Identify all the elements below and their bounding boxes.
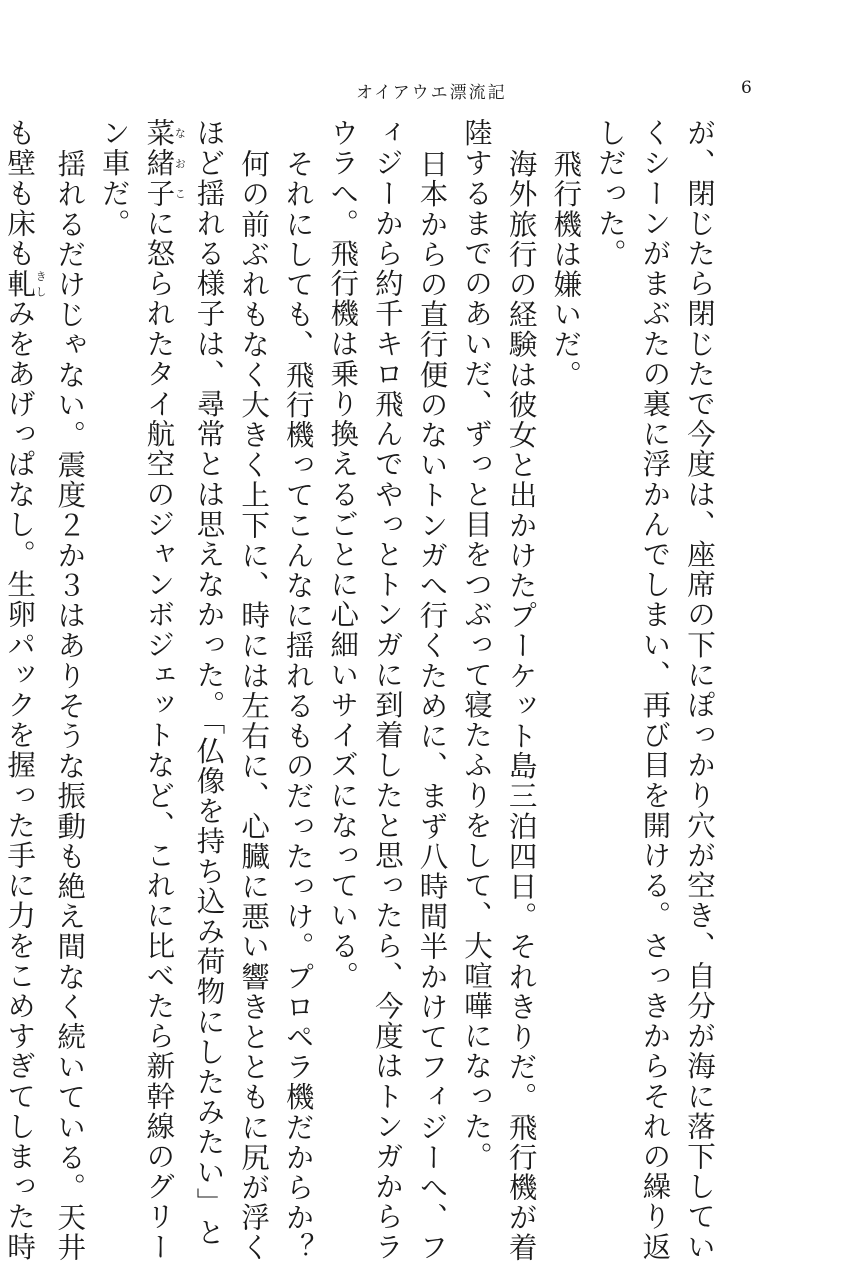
text-line: 揺れるだけじゃない。震度２か３はありそうな振動も絶え間なく続いている。天井 — [53, 149, 87, 1263]
text-line-with-ruby — [0, 118, 48, 1262]
running-title: オイアウエ漂流記 — [356, 83, 507, 103]
vertical-text-body — [0, 118, 721, 1263]
ruby-naoko — [142, 118, 187, 209]
text-line: ウラへ。飛行機は乗り換えるごとに心細いサイズになっている。 — [326, 118, 360, 991]
text-line: 飛行機は嫌いだ。 — [549, 149, 583, 390]
ruby-kishi — [3, 268, 48, 299]
text-line: しだった。 — [593, 118, 627, 269]
text-line: 何の前ぶれもなく大きく上下に、時には左右に、心臓に悪い響きとともに尻が浮く — [237, 149, 271, 1263]
text-line: ン車だ。 — [97, 118, 131, 239]
ruby-base: 菜緒子 — [142, 118, 176, 209]
text-line: 海外旅行の経験は彼女と出かけたプーケット島三泊四日。それきりだ。飛行機が着 — [504, 149, 538, 1263]
running-header — [0, 78, 841, 102]
text-segment: に怒られたタイ航空のジャンボジェットなど、これに比べたら新幹線のグリー — [142, 208, 176, 1262]
page-number: 6 — [741, 78, 752, 98]
text-segment: も壁も床も — [3, 118, 37, 269]
text-line: が、閉じたら閉じたで今度は、座席の下にぽっかり穴が空き、自分が海に落下してい — [683, 118, 716, 1262]
ruby-base: 軋 — [3, 268, 37, 299]
ruby-reading: なおこ — [173, 118, 187, 209]
text-line-with-ruby — [136, 118, 187, 1262]
text-line: くシーンがまぶたの裏に浮かんでしまい、再び目を開ける。さっきからそれの繰り返 — [638, 118, 672, 1262]
text-line: 陸するまでのあいだ、ずっと目をつぶって寝たふりをして、大喧嘩になった。 — [460, 118, 494, 1172]
text-segment: みをあげっぱなし。生卵パックを握った手に力をこめすぎてしまった時 — [3, 298, 37, 1262]
text-line: 日本からの直行便のないトンガへ行くために、まず八時間半かけてフィジーへ、フ — [415, 149, 449, 1263]
text-line: ほど揺れる様子は、尋常とは思えなかった。「仏像を持ち込み荷物にしたみたい」と — [192, 118, 226, 1248]
text-line: それにしても、飛行機ってこんなに揺れるものだったっけ。プロペラ機だからか？ — [281, 149, 315, 1263]
ruby-reading: きし — [34, 268, 48, 299]
text-line: ィジーから約千キロ飛んでやっとトンガに到着したと思ったら、今度はトンガからラ — [370, 118, 404, 1262]
